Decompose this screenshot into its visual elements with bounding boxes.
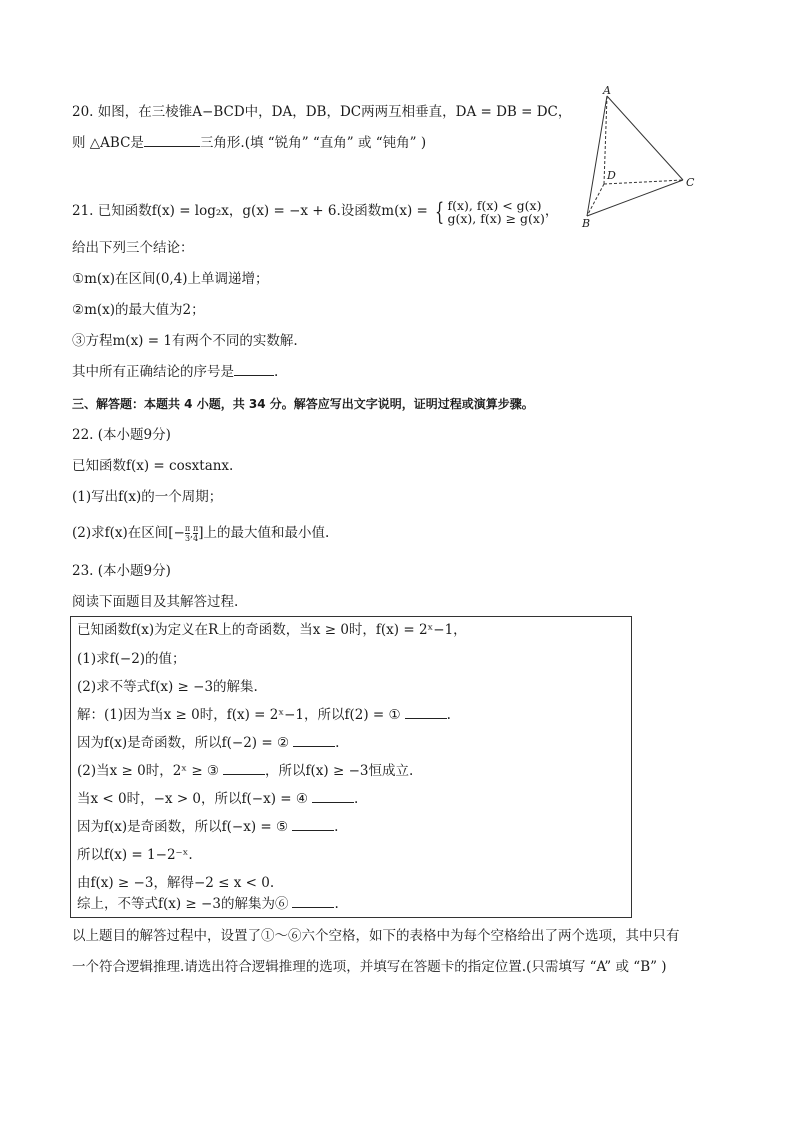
box-line-2: (1)求f(−2)的值； bbox=[77, 651, 186, 667]
box-line-9: 所以f(x) = 1−2⁻ˣ. bbox=[77, 847, 193, 863]
piecewise-row2: g(x), f(x) ≥ g(x) bbox=[447, 210, 545, 226]
piecewise-row1: f(x), f(x) < g(x) bbox=[447, 197, 542, 213]
q23-intro: 阅读下面题目及其解答过程. bbox=[72, 594, 239, 610]
blank-5[interactable] bbox=[292, 818, 334, 831]
q21-conclusion-2: ②m(x)的最大值为2； bbox=[72, 302, 205, 318]
box-line-7-text: 当x < 0时，−x > 0，所以f(−x) = ④ bbox=[77, 791, 308, 807]
blank-6[interactable] bbox=[292, 895, 334, 908]
frac2-numerator: π bbox=[193, 524, 199, 533]
q20-line2 bbox=[72, 133, 426, 153]
q22-part1: (1)写出f(x)的一个周期； bbox=[72, 489, 223, 505]
blank-3[interactable] bbox=[223, 762, 265, 775]
tetrahedron-diagram bbox=[575, 82, 705, 232]
q21-ask bbox=[72, 362, 278, 382]
box-line-1: 已知函数f(x)为定义在R上的奇函数，当x ≥ 0时，f(x) = 2ˣ−1， bbox=[77, 622, 467, 638]
box-line-6 bbox=[77, 761, 413, 781]
label-c: C bbox=[686, 176, 695, 189]
q20-line2-pre: 则 △ABC是 bbox=[72, 135, 144, 151]
q21-line1-post: ， bbox=[544, 203, 559, 219]
box-line-5 bbox=[77, 733, 339, 753]
q22-part2-pre: (2)求f(x)在区间[− bbox=[72, 525, 185, 541]
q21-ask-pre: 其中所有正确结论的序号是 bbox=[72, 364, 234, 380]
q22-part2: (2)求f(x)在区间[− $\frac{\pi}{3}$ , $\frac{\pi}{4}$ ]上的最大值和最小值. bbox=[72, 524, 330, 543]
q21-answer-blank[interactable] bbox=[234, 363, 274, 376]
blank-2[interactable] bbox=[293, 734, 335, 747]
q22-head: 22. (本小题9分) bbox=[72, 427, 171, 443]
q21-conclusion-1: ①m(x)在区间(0,4)上单调递增； bbox=[72, 271, 269, 287]
box-line-10: 由f(x) ≥ −3，解得−2 ≤ x < 0. bbox=[77, 875, 275, 891]
q21-intro: 给出下列三个结论： bbox=[72, 240, 194, 256]
box-line-8 bbox=[77, 817, 338, 837]
label-d: D bbox=[607, 169, 616, 182]
blank-1[interactable] bbox=[405, 706, 447, 719]
box-line-11-period: . bbox=[334, 896, 339, 912]
box-line-5-text: 因为f(x)是奇函数，所以f(−2) = ② bbox=[77, 735, 290, 751]
q21-ask-post: . bbox=[274, 364, 279, 380]
q21-conclusion-3: ③方程m(x) = 1有两个不同的实数解. bbox=[72, 333, 298, 349]
tetrahedron-figure bbox=[575, 82, 705, 232]
q22-stem: 已知函数f(x) = cosxtanx. bbox=[72, 458, 234, 474]
piecewise-cases bbox=[447, 199, 544, 225]
frac1-denominator: 3 bbox=[184, 534, 191, 543]
q20-line2-post: 三角形.(填 “锐角” “直角” 或 “钝角” ) bbox=[199, 135, 427, 151]
box-line-4-period: . bbox=[446, 707, 451, 723]
q21-line1 bbox=[72, 196, 558, 226]
q22-part2-post: ]上的最大值和最小值. bbox=[198, 525, 330, 541]
box-line-5-period: . bbox=[335, 735, 340, 751]
q23-problem-box bbox=[70, 616, 632, 918]
box-line-8-text: 因为f(x)是奇函数，所以f(−x) = ⑤ bbox=[77, 819, 289, 835]
box-line-3: (2)求不等式f(x) ≥ −3的解集. bbox=[77, 679, 258, 695]
label-b: B bbox=[582, 217, 591, 230]
box-line-4 bbox=[77, 705, 451, 725]
edge-bc bbox=[587, 180, 683, 216]
box-line-8-period: . bbox=[334, 819, 339, 835]
frac2-denominator: 4 bbox=[193, 534, 199, 543]
box-line-6-tail: ，所以f(x) ≥ −3恒成立. bbox=[265, 763, 414, 779]
piecewise-brace: { bbox=[435, 197, 445, 226]
edge-ac bbox=[607, 96, 683, 180]
box-line-4-text: 解：(1)因为当x ≥ 0时，f(x) = 2ˣ−1，所以f(2) = ① bbox=[77, 707, 401, 723]
q23-after-line2: 一个符合逻辑推理.请选出符合逻辑推理的选项，并填写在答题卡的指定位置.(只需填写 “A” 或 “B” ) bbox=[72, 959, 667, 975]
q23-head: 23. (本小题9分) bbox=[72, 563, 171, 579]
edge-dc bbox=[604, 180, 683, 184]
box-line-6-text: (2)当x ≥ 0时，2ˣ ≥ ③ bbox=[77, 763, 220, 779]
box-line-11-text: 综上，不等式f(x) ≥ −3的解集为⑥ bbox=[77, 896, 289, 912]
label-a: A bbox=[603, 84, 611, 97]
section-3-header: 三、解答题：本题共 4 小题，共 34 分。解答应写出文字说明，证明过程或演算步骤。 bbox=[72, 397, 534, 411]
q23-after-line1: 以上题目的解答过程中，设置了①～⑥六个空格，如下的表格中为每个空格给出了两个选项，其中只有 bbox=[72, 928, 680, 944]
box-line-7-period: . bbox=[353, 791, 359, 807]
box-line-7 bbox=[77, 789, 358, 809]
blank-4[interactable] bbox=[312, 790, 354, 803]
frac1-numerator: π bbox=[184, 524, 191, 533]
q21-line1-pre: 21. 已知函数f(x) = log₂x，g(x) = −x + 6.设函数m(x) = bbox=[72, 203, 428, 219]
box-line-11 bbox=[77, 894, 339, 914]
q20-line1: 20. 如图，在三棱锥A−BCD中，DA，DB，DC两两互相垂直，DA = DB = DC， bbox=[72, 104, 572, 120]
q20-answer-blank[interactable] bbox=[144, 134, 200, 147]
